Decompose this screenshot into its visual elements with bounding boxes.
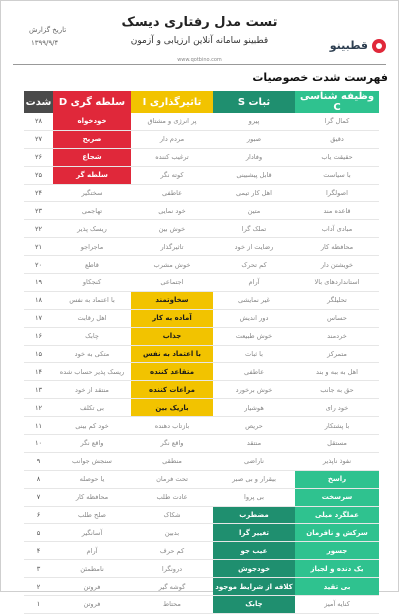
column-header-i: تاثیرگذاری I	[131, 91, 213, 113]
trait-cell-i: جذاب	[131, 327, 213, 345]
table-row	[24, 291, 379, 309]
column-header-d: سلطه گری D	[53, 91, 131, 113]
report-subtitle: قطبینو سامانه آنلاین ارزیابی و آزمون	[130, 36, 269, 46]
trait-cell-i: خوش مشرب	[131, 256, 213, 274]
table-row	[24, 381, 379, 399]
trait-cell-i: خود نمایی	[131, 202, 213, 220]
trait-cell-s: عیب جو	[213, 542, 295, 560]
intensity-cell: ۲۰	[24, 256, 53, 274]
intensity-cell: ۲۴	[24, 184, 53, 202]
trait-cell-i: اجتماعی	[131, 274, 213, 292]
trait-cell-i: تاثیرگذار	[131, 238, 213, 256]
trait-cell-c: حساس	[295, 309, 379, 327]
trait-cell-d: واقع نگر	[53, 435, 131, 453]
trait-cell-c: با پشتکار	[295, 417, 379, 435]
table-row	[24, 524, 379, 542]
trait-cell-s: متین	[213, 202, 295, 220]
trait-cell-c: عملگرد میلی	[295, 506, 379, 524]
trait-cell-s: رضایت از خود	[213, 238, 295, 256]
trait-cell-d: اهل رقابت	[53, 309, 131, 327]
trait-cell-s: حریص	[213, 417, 295, 435]
intensity-cell: ۱۷	[24, 309, 53, 327]
trait-cell-i: مردم دار	[131, 130, 213, 148]
trait-cell-d: نامطمئن	[53, 560, 131, 578]
intensity-cell: ۸	[24, 470, 53, 488]
trait-cell-i: عاطفی	[131, 184, 213, 202]
trait-cell-d: صلح طلب	[53, 506, 131, 524]
trait-cell-c: خردمند	[295, 327, 379, 345]
trait-cell-s: پیرو	[213, 113, 295, 130]
table-row	[24, 542, 379, 560]
trait-cell-c: مبادی آداب	[295, 220, 379, 238]
trait-cell-s: اهل کار تیمی	[213, 184, 295, 202]
trait-cell-s: خودجوش	[213, 560, 295, 578]
trait-cell-s: وفادار	[213, 148, 295, 166]
table-row	[24, 345, 379, 363]
intensity-cell: ۲۷	[24, 130, 53, 148]
intensity-cell: ۱۱	[24, 417, 53, 435]
intensity-cell: ۱۰	[24, 435, 53, 453]
trait-cell-c: با سیاست	[295, 166, 379, 184]
intensity-cell: ۲۵	[24, 166, 53, 184]
trait-cell-s: خوش طبیعت	[213, 327, 295, 345]
trait-cell-i: بازتاب دهنده	[131, 417, 213, 435]
trait-cell-c: اهل به ببه و بند	[295, 363, 379, 381]
trait-cell-d: ماجراجو	[53, 238, 131, 256]
trait-cell-i: بدبین	[131, 524, 213, 542]
trait-cell-s: صبور	[213, 130, 295, 148]
trait-cell-s: خوش برخورد	[213, 381, 295, 399]
table-row	[24, 363, 379, 381]
site-url: www.qotbino.com	[177, 57, 222, 63]
table-row	[24, 488, 379, 506]
intensity-cell: ۷	[24, 488, 53, 506]
trait-cell-i: باریک بین	[131, 399, 213, 417]
trait-cell-c: سرکش و نافرمان	[295, 524, 379, 542]
table-row	[24, 274, 379, 292]
trait-cell-d: سلطه گر	[53, 166, 131, 184]
intensity-cell: ۱۳	[24, 381, 53, 399]
trait-cell-c: خویشتن دار	[295, 256, 379, 274]
intensity-cell: ۲	[24, 578, 53, 596]
trait-cell-c: حق به جانب	[295, 381, 379, 399]
trait-cell-c: نفوذ ناپذیر	[295, 452, 379, 470]
table-row	[24, 113, 379, 130]
column-header-s: ثبات S	[213, 91, 295, 113]
trait-cell-c: اصولگرا	[295, 184, 379, 202]
intensity-cell: ۵	[24, 524, 53, 542]
trait-cell-c: راسخ	[295, 470, 379, 488]
table-row	[24, 148, 379, 166]
trait-cell-d: قاطع	[53, 256, 131, 274]
trait-cell-i: تحت فرمان	[131, 470, 213, 488]
trait-cell-s: عاطفی	[213, 363, 295, 381]
trait-cell-i: خوش بین	[131, 220, 213, 238]
trait-cell-d: چابک	[53, 327, 131, 345]
trait-cell-d: یا حوصله	[53, 470, 131, 488]
trait-cell-s: هوشیار	[213, 399, 295, 417]
trait-cell-s: مضطرب	[213, 506, 295, 524]
brand-logo-text: قطبینو	[329, 39, 368, 52]
trait-cell-d: آرام	[53, 542, 131, 560]
trait-cell-s: بی پروا	[213, 488, 295, 506]
trait-cell-i: سخاوتمند	[131, 291, 213, 309]
table-row	[24, 596, 379, 614]
trait-cell-d: بی تکلف	[53, 399, 131, 417]
table-row	[24, 309, 379, 327]
trait-cell-s: دور اندیش	[213, 309, 295, 327]
trait-cell-c: یک دنده و لجباز	[295, 560, 379, 578]
report-header	[1, 1, 398, 65]
trait-cell-c: قاعده مند	[295, 202, 379, 220]
trait-cell-s: چابک	[213, 596, 295, 614]
trait-cell-d: آسانگیر	[53, 524, 131, 542]
trait-cell-c: متمرکز	[295, 345, 379, 363]
trait-cell-c: جسور	[295, 542, 379, 560]
table-row	[24, 166, 379, 184]
trait-cell-i: متقاعد کننده	[131, 363, 213, 381]
trait-cell-d: سختگیر	[53, 184, 131, 202]
trait-cell-s: آرام	[213, 274, 295, 292]
table-row	[24, 417, 379, 435]
intensity-cell: ۶	[24, 506, 53, 524]
table-row	[24, 435, 379, 453]
trait-cell-s: قابل پیشبینی	[213, 166, 295, 184]
trait-cell-d: ریسک پذیر	[53, 220, 131, 238]
trait-cell-i: کم حرف	[131, 542, 213, 560]
intensity-cell: ۲۸	[24, 113, 53, 130]
intensity-cell: ۱۹	[24, 274, 53, 292]
trait-cell-c: کمال گرا	[295, 113, 379, 130]
table-row	[24, 184, 379, 202]
intensity-cell: ۹	[24, 452, 53, 470]
column-header-intensity: شدت	[24, 91, 53, 113]
trait-cell-i: شکاک	[131, 506, 213, 524]
trait-cell-d: خود کم بینی	[53, 417, 131, 435]
table-row	[24, 327, 379, 345]
trait-cell-i: منطقی	[131, 452, 213, 470]
traits-table	[24, 91, 379, 614]
trait-cell-s: تغییر گرا	[213, 524, 295, 542]
trait-cell-i: گوشه گیر	[131, 578, 213, 596]
report-date: ۱۳۹۹/۹/۴	[31, 39, 59, 47]
section-title: فهرست شدت خصوصیات	[252, 71, 388, 84]
intensity-cell: ۱۵	[24, 345, 53, 363]
intensity-cell: ۱۴	[24, 363, 53, 381]
intensity-cell: ۱۶	[24, 327, 53, 345]
trait-cell-i: محتاط	[131, 596, 213, 614]
intensity-cell: ۱۸	[24, 291, 53, 309]
trait-cell-d: شجاع	[53, 148, 131, 166]
trait-cell-d: کنجکاو	[53, 274, 131, 292]
header-divider	[13, 64, 386, 65]
trait-cell-i: پر انرژی و مشتاق	[131, 113, 213, 130]
table-row	[24, 399, 379, 417]
trait-cell-d: صریح	[53, 130, 131, 148]
trait-cell-i: عادت طلب	[131, 488, 213, 506]
trait-cell-c: خود رای	[295, 399, 379, 417]
trait-cell-c: کنایه آمیز	[295, 596, 379, 614]
report-title: تست مدل رفتاری دیسک	[121, 15, 278, 30]
trait-cell-d: متکی به خود	[53, 345, 131, 363]
intensity-cell: ۳	[24, 560, 53, 578]
trait-cell-c: دقیق	[295, 130, 379, 148]
table-row	[24, 470, 379, 488]
table-row	[24, 202, 379, 220]
trait-cell-c: استانداردهای بالا	[295, 274, 379, 292]
trait-cell-s: کلافه از شرایط موجود	[213, 578, 295, 596]
intensity-cell: ۲۱	[24, 238, 53, 256]
trait-cell-d: محافظه کار	[53, 488, 131, 506]
trait-cell-s: ناراضی	[213, 452, 295, 470]
intensity-cell: ۲۳	[24, 202, 53, 220]
trait-cell-d: تهاجمی	[53, 202, 131, 220]
table-row	[24, 506, 379, 524]
table-row	[24, 560, 379, 578]
trait-cell-s: کم تحرک	[213, 256, 295, 274]
table-row	[24, 220, 379, 238]
intensity-cell: ۲۶	[24, 148, 53, 166]
trait-cell-i: درونگرا	[131, 560, 213, 578]
trait-cell-c: حقیقت یاب	[295, 148, 379, 166]
intensity-cell: ۱	[24, 596, 53, 614]
report-date-label: تاریخ گزارش	[29, 26, 67, 34]
trait-cell-s: بیقرار و بی صبر	[213, 470, 295, 488]
trait-cell-c: محافظه کار	[295, 238, 379, 256]
trait-cell-d: فروتن	[53, 596, 131, 614]
table-row	[24, 130, 379, 148]
trait-cell-s: غیر نمایشی	[213, 291, 295, 309]
column-header-c: وظیفه شناسی C	[295, 91, 379, 113]
trait-cell-c: سرسخت	[295, 488, 379, 506]
table-header-row	[24, 91, 379, 113]
trait-cell-s: منتقد	[213, 435, 295, 453]
table-row	[24, 256, 379, 274]
trait-cell-d: منتقد از خود	[53, 381, 131, 399]
trait-cell-i: آماده به کار	[131, 309, 213, 327]
trait-cell-s: تملک گرا	[213, 220, 295, 238]
trait-cell-i: ترغیب کننده	[131, 148, 213, 166]
trait-cell-i: واقع نگر	[131, 435, 213, 453]
trait-cell-i: مراعات کننده	[131, 381, 213, 399]
intensity-cell: ۱۲	[24, 399, 53, 417]
table-row	[24, 452, 379, 470]
table-row	[24, 578, 379, 596]
table-row	[24, 238, 379, 256]
intensity-cell: ۲۲	[24, 220, 53, 238]
table-body	[24, 113, 379, 613]
trait-cell-d: سنجش جوانب	[53, 452, 131, 470]
trait-cell-i: کوته نگر	[131, 166, 213, 184]
trait-cell-c: تحلیلگر	[295, 291, 379, 309]
trait-cell-c: مستقل	[295, 435, 379, 453]
trait-cell-i: با اعتماد به نفس	[131, 345, 213, 363]
trait-cell-d: با اعتماد به نفس	[53, 291, 131, 309]
trait-cell-d: ریسک پذیر حساب شده	[53, 363, 131, 381]
trait-cell-c: بی تقید	[295, 578, 379, 596]
trait-cell-d: فروتن	[53, 578, 131, 596]
trait-cell-d: خودخواه	[53, 113, 131, 130]
trait-cell-s: با ثبات	[213, 345, 295, 363]
intensity-cell: ۴	[24, 542, 53, 560]
